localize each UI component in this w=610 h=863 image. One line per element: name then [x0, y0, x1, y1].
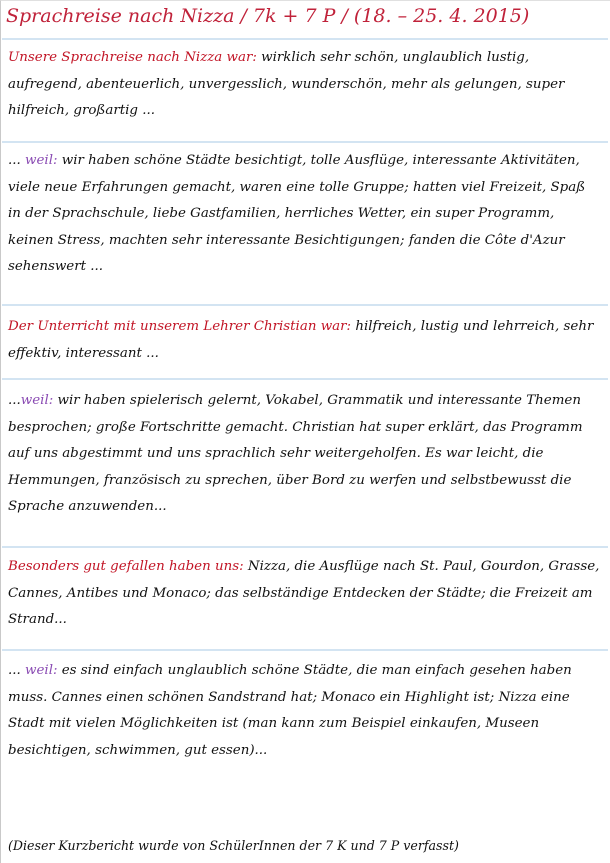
section-label: weil:: [25, 153, 58, 168]
footer-note: (Dieser Kurzbericht wurde von SchülerInnen der 7 K und 7 P verfasst): [8, 838, 459, 853]
section-label: Besonders gut gefallen haben uns:: [8, 559, 244, 574]
section-prefix: ...: [8, 153, 26, 168]
section-lessons-reasons: [8, 388, 602, 521]
section-text: wirklich sehr schön, unglaublich lustig, aufregend, abenteuerlich, unvergesslich, wunderschön, mehr als gelungen, super hilfreich, großartig ...: [8, 50, 565, 118]
divider: [2, 649, 608, 651]
section-label: Der Unterricht mit unserem Lehrer Christian war:: [8, 319, 352, 334]
divider: [2, 304, 608, 306]
divider: [2, 378, 608, 380]
divider: [2, 546, 608, 548]
section-label: weil:: [25, 663, 58, 678]
section-trip-reasons: [8, 148, 602, 281]
section-prefix: ...: [8, 663, 26, 678]
section-label: weil:: [20, 393, 54, 408]
section-prefix: ...: [8, 393, 21, 408]
section-label: Unsere Sprachreise nach Nizza war:: [8, 50, 257, 65]
section-text: Nizza, die Ausflüge nach St. Paul, Gourdon, Grasse, Cannes, Antibes und Monaco; das selbständige Entdecken der Städte; die Freizeit am Strand...: [8, 559, 600, 627]
section-favourites-reasons: [8, 658, 602, 764]
section-text: es sind einfach unglaublich schöne Städte, die man einfach gesehen haben muss. Cannes einen schönen Sandstrand hat; Monaco ein Highlight ist; Nizza eine Stadt mit vielen Möglichkeiten ist (man kann zum Beispiel einkaufen, Museen besichtigen, schwimmen, gut essen)...: [8, 663, 572, 758]
section-text: hilfreich, lustig und lehrreich, sehr effektiv, interessant ...: [8, 319, 594, 361]
section-favourites: [8, 554, 602, 634]
section-lessons-rating: [8, 314, 602, 367]
section-text: wir haben schöne Städte besichtigt, tolle Ausflüge, interessante Aktivitäten, viele neue Erfahrungen gemacht, waren eine tolle Gruppe; hatten viel Freizeit, Spaß in der Sprachschule, liebe Gastfamilien, herrliches Wetter, ein super Programm, keinen Stress, machten sehr interessante Besichtigungen; fanden die Côte d'Azur sehenswert ...: [8, 153, 586, 274]
section-trip-rating: [8, 45, 602, 125]
page-title: Sprachreise nach Nizza / 7k + 7 P / (18. – 25. 4. 2015): [6, 5, 530, 27]
divider: [2, 141, 608, 143]
divider: [2, 38, 608, 40]
section-text: wir haben spielerisch gelernt, Vokabel, Grammatik und interessante Themen besprochen; große Fortschritte gemacht. Christian hat super erklärt, das Programm auf uns abgestimmt und uns sprachlich sehr weitergeholfen. Es war leicht, die Hemmungen, französisch zu sprechen, über Bord zu werfen und selbstbewusst die Sprache anzuwenden...: [8, 393, 583, 514]
